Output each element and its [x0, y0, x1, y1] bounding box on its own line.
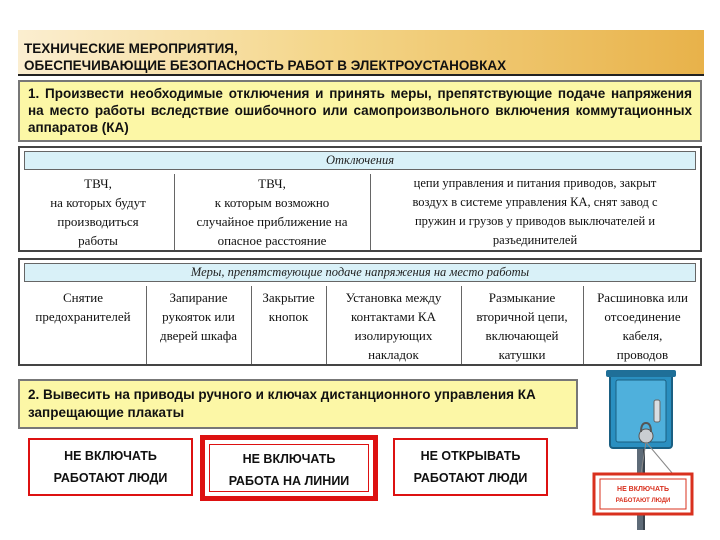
poster-do-not-open-people-working — [393, 438, 548, 496]
cell-line: работы — [78, 233, 118, 248]
hanging-poster-inner — [600, 479, 686, 509]
divider — [583, 286, 584, 364]
cabinet-handle — [654, 400, 660, 422]
divider — [461, 286, 462, 364]
cell-line: катушки — [498, 347, 546, 362]
switch-cabinet-illustration — [580, 368, 710, 530]
disconnection-cell-1 — [24, 174, 172, 250]
cell-line: включающей — [485, 328, 559, 343]
title-line-2: ОБЕСПЕЧИВАЮЩИЕ БЕЗОПАСНОСТЬ РАБОТ В ЭЛЕКТРОУСТАНОВКАХ — [24, 58, 507, 73]
measure-cell-5 — [463, 288, 581, 364]
title-underline — [18, 74, 704, 76]
cell-line: накладок — [368, 347, 419, 362]
divider — [174, 174, 175, 250]
divider — [326, 286, 327, 364]
measure-cell-2 — [148, 288, 249, 345]
cell-line: цепи управления и питания приводов, закрыт — [413, 176, 657, 190]
hanging-poster-line-1: НЕ ВКЛЮЧАТЬ — [617, 486, 669, 493]
step2-text: 2. Вывесить на приводы ручного и ключах дистанционного управления КА запрещающие плакаты — [28, 387, 536, 420]
divider — [370, 174, 371, 250]
title-line-1: ТЕХНИЧЕСКИЕ МЕРОПРИЯТИЯ, — [24, 41, 238, 56]
cell-line: вторичной цепи, — [476, 309, 568, 324]
page-title — [24, 40, 664, 74]
measure-cell-6 — [585, 288, 700, 364]
poster-line: РАБОТАЮТ ЛЮДИ — [413, 471, 528, 485]
cell-line: Размыкание — [488, 290, 556, 305]
measures-header: Меры, препятствующие подаче напряжения на место работы — [24, 263, 696, 282]
measures-section — [18, 258, 702, 366]
cell-line: отсоединение — [604, 309, 681, 324]
cell-line: Установка между — [345, 290, 442, 305]
cell-line: предохранителей — [35, 309, 131, 324]
cell-line: опасное расстояние — [217, 233, 327, 248]
measure-cell-3 — [253, 288, 324, 326]
step2-box — [18, 379, 578, 429]
cell-line: воздух в системе управления КА, снят завод с — [412, 195, 658, 209]
step1-box — [18, 80, 702, 142]
hanging-poster-line-2: РАБОТАЮТ ЛЮДИ — [615, 498, 671, 504]
poster-line: РАБОТА НА ЛИНИИ — [228, 474, 350, 488]
cell-line: изолирующих — [354, 328, 433, 343]
poster-do-not-switch-line-work — [200, 435, 378, 501]
step1-text: 1. Произвести необходимые отключения и принять меры, препятствующие подаче напряжения на место работы вследствие ошибочного или самопроизвольного включения коммутационных аппаратов (КА) — [28, 86, 692, 135]
cell-line: к которым возможно — [214, 195, 330, 210]
divider — [251, 286, 252, 364]
cell-line: контактами КА — [351, 309, 436, 324]
disconnection-cell-3 — [372, 174, 698, 250]
cell-line: кабеля, — [622, 328, 663, 343]
poster-line: НЕ ОТКРЫВАТЬ — [420, 449, 521, 463]
cabinet-roof — [606, 370, 676, 377]
cell-line: разъединителей — [492, 233, 578, 247]
measure-cell-4 — [328, 288, 459, 364]
cell-line: на которых будут — [50, 195, 146, 210]
cell-line: пружин и грузов у приводов выключателей и — [414, 214, 656, 228]
measure-cell-1 — [22, 288, 144, 326]
disconnection-cell-2 — [176, 174, 368, 250]
cell-line: рукояток или — [162, 309, 235, 324]
cell-line: кнопок — [268, 309, 309, 324]
cell-line: Расшиновка или — [597, 290, 688, 305]
poster-line: НЕ ВКЛЮЧАТЬ — [64, 449, 157, 463]
cell-line: случайное приближение на — [196, 214, 348, 229]
cell-line: Запирание — [169, 290, 228, 305]
cell-line: производиться — [57, 214, 139, 229]
disconnections-header: Отключения — [24, 151, 696, 170]
poster-text — [205, 442, 373, 492]
cell-line: ТВЧ, — [258, 176, 286, 191]
cell-line: Снятие — [62, 290, 103, 305]
poster-do-not-switch-people-working — [28, 438, 193, 496]
divider — [146, 286, 147, 364]
disconnections-section — [18, 146, 702, 252]
poster-line: РАБОТАЮТ ЛЮДИ — [53, 471, 168, 485]
cell-line: ТВЧ, — [84, 176, 112, 191]
cell-line: Закрытие — [262, 290, 315, 305]
poster-line: НЕ ВКЛЮЧАТЬ — [242, 452, 336, 466]
cell-line: проводов — [616, 347, 669, 362]
cell-line: дверей шкафа — [159, 328, 238, 343]
